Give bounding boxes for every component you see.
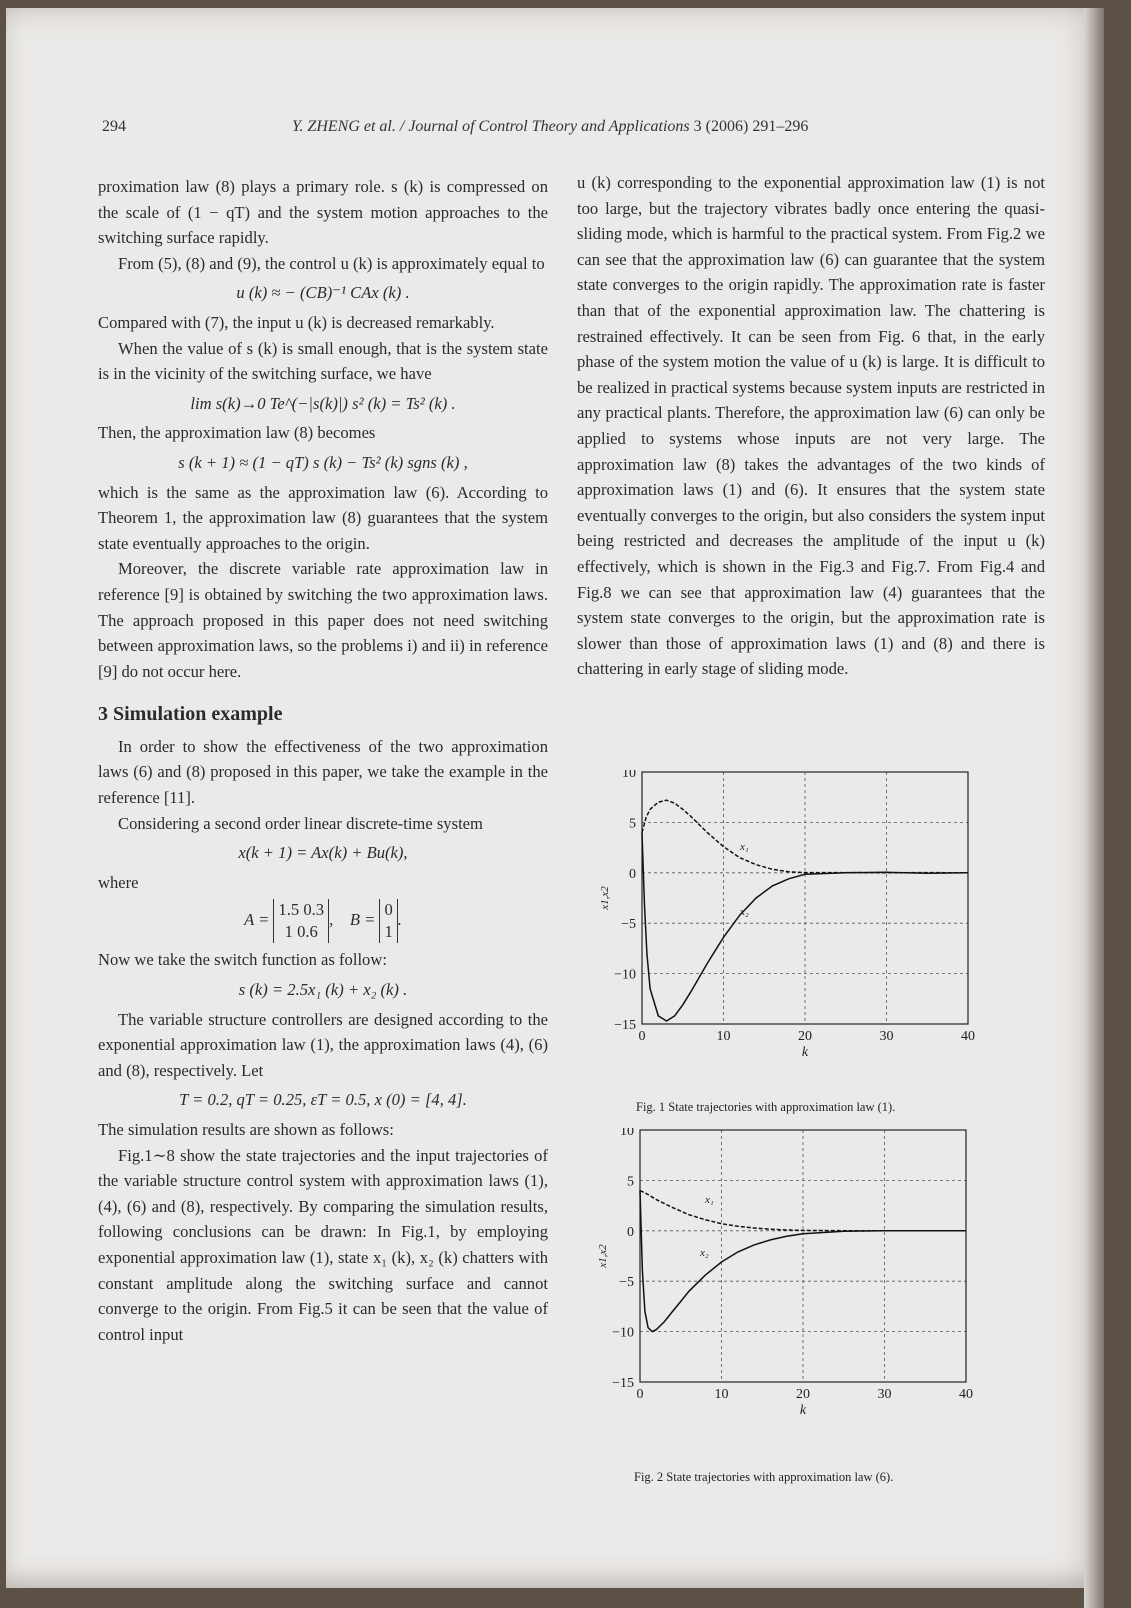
x-tick-label: 10: [716, 1029, 731, 1044]
x-tick-label: 40: [961, 1029, 975, 1044]
x-axis-label: k: [801, 1045, 809, 1060]
equation: lim s(k)→0 Te^(−|s(k)|) s² (k) = Ts² (k) .: [190, 393, 456, 413]
paragraph: When the value of s (k) is small enough, that is the system state is in the vicinity of the switching surface, we have: [98, 338, 548, 384]
x-tick-label: 20: [798, 1029, 812, 1044]
x-tick-label: 20: [796, 1387, 810, 1402]
matrix-equation: A = 1.5 0.3 1 0.6 , B = 0 1 .: [244, 900, 402, 942]
y-tick-label: −15: [612, 1376, 634, 1391]
matrix-row: 1.5 0.3: [278, 900, 325, 920]
y-tick-label: −15: [614, 1018, 636, 1033]
paragraph: proximation law (8) plays a primary role. s (k) is compressed on the scale of (1 − qT) and the system motion approaches to the switching surface rapidly.: [98, 177, 548, 248]
y-tick-label: 10: [620, 1128, 634, 1139]
series-label-x2: x₂: [700, 1247, 709, 1259]
equation: T = 0.2, qT = 0.25, εT = 0.5, x (0) = [4, 4].: [179, 1090, 467, 1110]
left-column: [98, 174, 548, 1347]
x-tick-label: 30: [879, 1029, 894, 1044]
paragraph: In order to show the effectiveness of the two approximation laws (6) and (8) proposed in this paper, we take the example in the reference [11].: [98, 736, 548, 808]
x-tick-label: 0: [636, 1387, 644, 1402]
fig2-plot: [590, 1128, 1010, 1444]
series-label-x2: x₂: [740, 906, 749, 918]
fig2-caption: Fig. 2 State trajectories with approximation law (6).: [634, 1470, 894, 1484]
matrix-a-label: A =: [244, 910, 270, 930]
y-tick-label: 5: [629, 816, 636, 832]
fig1-caption: Fig. 1 State trajectories with approximation law (1).: [636, 1100, 896, 1114]
y-tick-label: −5: [621, 917, 636, 933]
page-number: 294: [102, 118, 126, 135]
paragraph: The simulation results are shown as follows:: [98, 1120, 394, 1139]
y-tick-label: −10: [612, 1325, 634, 1341]
matrix-b-label: B =: [349, 910, 376, 930]
paragraph: From (5), (8) and (9), the control u (k) is approximately equal to: [118, 253, 545, 273]
paragraph: Then, the approximation law (8) becomes: [98, 423, 376, 443]
matrix-row: 1 0.6: [284, 922, 318, 942]
paragraph: which is the same as the approximation law (6). According to Theorem 1, the approximation law (8) guarantees that the system state eventually approaches to the origin.: [98, 482, 548, 553]
y-tick-label: −5: [619, 1275, 634, 1291]
matrix-row: 0: [384, 900, 393, 920]
y-axis-label: x1,x2: [597, 1244, 609, 1268]
series-line-x1: [642, 800, 968, 873]
paragraph: Moreover, the discrete variable rate approximation law in reference [9] is obtained by switching the two approximation laws. The approach proposed in this paper does not need switching between approximation laws, so the problems i) and ii) in reference [9] do not occur here.: [98, 559, 548, 681]
x-axis-label: k: [799, 1403, 807, 1418]
y-tick-label: 10: [622, 770, 636, 781]
paragraph: u (k) corresponding to the exponential approximation law (1) is not too large, but the trajectory vibrates badly once entering the quasi-sliding mode, which is harmful to the practical system. From Fig.2 we can see that the approximation law (6) can guarantee that the system state converges to the origin rapidly. The approximation rate is faster than that of the exponential approximation law. The chattering is restrained effectively. It can be seen from Fig. 6 that, in the early phase of the system motion the value of u (k) is large. It is difficult to be realized in practical systems because system inputs are restricted in any practical plants. Therefore, the approximation law (6) can only be applied to systems whose inputs are not very large. The approximation law (8) takes the advantages of the two kinds of approximation laws (1) and (6). It ensures that the system state eventually converges to the origin, but also considers the system input being restricted and decreases the amplitude of the input u (k) effectively, which is shown in the Fig.3 and Fig.7. From Fig.4 and Fig.8 we can see that approximation law (4) guarantees that the system state converges to the origin, but the approximation rate is slower than those of approximation laws (1) and (8) and there is chattering in early stage of sliding mode.: [577, 173, 1045, 679]
y-axis-label: x1,x2: [599, 886, 611, 910]
paragraph: The variable structure controllers are designed according to the exponential approximation law (1), the approximation laws (4), (6) and (8), respectively. Let: [98, 1009, 548, 1080]
header-authors: Y. ZHENG et al.: [292, 118, 396, 135]
paragraph: Now we take the switch function as follow:: [98, 950, 387, 970]
y-tick-label: −10: [614, 967, 636, 983]
x-tick-label: 10: [714, 1387, 729, 1402]
x-tick-label: 30: [877, 1387, 892, 1402]
figure-1: [590, 770, 1010, 1075]
right-column: [577, 170, 1045, 682]
y-tick-label: 5: [627, 1174, 634, 1190]
x-tick-label: 40: [959, 1387, 973, 1402]
section-heading: 3 Simulation example: [98, 703, 283, 726]
equation: s (k) = 2.5x₁ (k) + x₂ (k) .: [238, 980, 408, 1000]
fig1-plot: [590, 770, 1010, 1070]
running-title: [292, 118, 808, 136]
series-label-x1: x₁: [740, 841, 749, 853]
header-volume: 3 (2006) 291–296: [693, 118, 809, 135]
paragraph: where: [98, 872, 139, 892]
header-journal: / Journal of Control Theory and Applications: [399, 118, 690, 135]
y-tick-label: 0: [627, 1224, 634, 1240]
figure-2: [590, 1128, 1010, 1449]
equation: s (k + 1) ≈ (1 − qT) s (k) − Ts² (k) sgns (k) ,: [178, 452, 468, 472]
matrix-row: 1: [384, 922, 393, 942]
equation: x(k + 1) = Ax(k) + Bu(k),: [238, 843, 408, 863]
page-edge-shadow: [1084, 8, 1104, 1608]
paragraph: Compared with (7), the input u (k) is decreased remarkably.: [98, 312, 495, 332]
paragraph: Considering a second order linear discrete-time system: [118, 813, 483, 833]
matrix-a: [273, 899, 329, 943]
series-label-x1: x₁: [705, 1194, 714, 1206]
series-line-x2: [642, 833, 968, 1022]
equation: u (k) ≈ − (CB)⁻¹ CAx (k) .: [236, 283, 410, 303]
matrix-b: [379, 899, 397, 943]
x-tick-label: 0: [638, 1029, 646, 1044]
y-tick-label: 0: [629, 866, 636, 882]
paragraph: Fig.1∼8 show the state trajectories and the input trajectories of the variable structure control system with approximation laws (1), (4), (6) and (8), respectively. By comparing the simulation results, following conclusions can be drawn: In Fig.1, by employing exponential approximation law (1), state x₁ (k), x₂ (k) chatters with constant amplitude along the switching surface and cannot converge to the origin. From Fig.5 it can be seen that the value of control input: [98, 1145, 548, 1344]
